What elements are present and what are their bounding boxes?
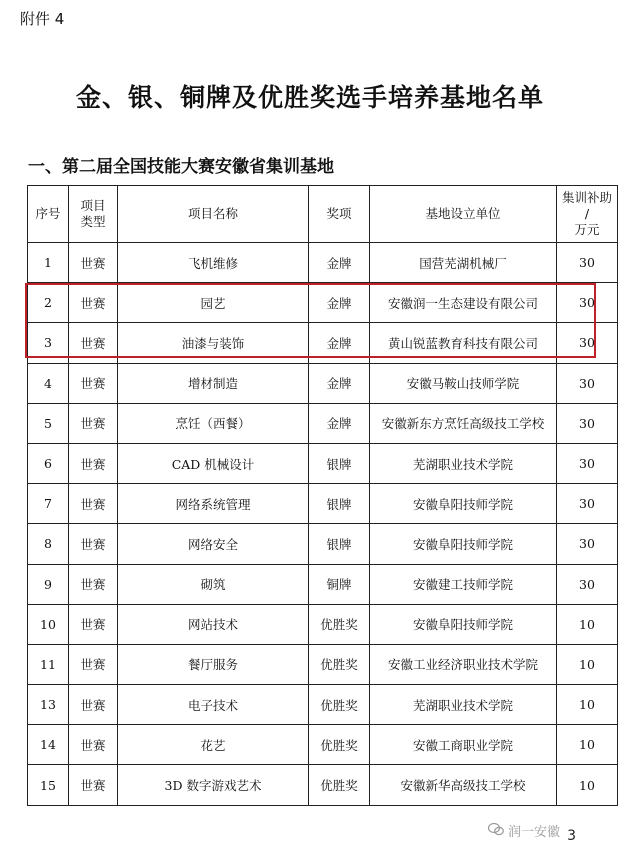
table-cell: 11 — [28, 644, 69, 684]
table-cell: 油漆与装饰 — [118, 323, 309, 363]
section-heading: 一、第二届全国技能大赛安徽省集训基地 — [28, 157, 334, 177]
table-cell: 10 — [28, 604, 69, 644]
table-cell: 优胜奖 — [309, 685, 370, 725]
table-cell: 10 — [557, 725, 618, 765]
wechat-icon — [488, 822, 504, 840]
base-list-table — [27, 185, 618, 806]
table-cell: 10 — [557, 685, 618, 725]
table-cell: 30 — [557, 524, 618, 564]
table-cell: 8 — [28, 524, 69, 564]
attachment-label: 附件 4 — [20, 10, 65, 28]
table-row — [28, 564, 618, 604]
table-cell: 网络安全 — [118, 524, 309, 564]
table-cell: 世赛 — [69, 363, 118, 403]
table-cell: 10 — [557, 644, 618, 684]
table-cell: 芜湖职业技术学院 — [370, 685, 557, 725]
table-cell: 世赛 — [69, 765, 118, 805]
table-cell: 30 — [557, 403, 618, 443]
table-cell: 优胜奖 — [309, 725, 370, 765]
table-cell: 铜牌 — [309, 564, 370, 604]
table-row — [28, 725, 618, 765]
table-row — [28, 403, 618, 443]
table-cell: 世赛 — [69, 283, 118, 323]
table-cell: 安徽阜阳技师学院 — [370, 524, 557, 564]
table-cell: 金牌 — [309, 323, 370, 363]
table-cell: 安徽阜阳技师学院 — [370, 604, 557, 644]
table-cell: 2 — [28, 283, 69, 323]
table-body — [28, 243, 618, 806]
table-cell: 世赛 — [69, 443, 118, 483]
table-cell: 增材制造 — [118, 363, 309, 403]
table-row — [28, 323, 618, 363]
table-cell: 飞机维修 — [118, 243, 309, 283]
table-cell: 世赛 — [69, 403, 118, 443]
table-cell: 14 — [28, 725, 69, 765]
header-cell: 集训补助 / 万元 — [557, 186, 618, 243]
table-cell: 银牌 — [309, 443, 370, 483]
table-cell: 世赛 — [69, 725, 118, 765]
table-cell: 芜湖职业技术学院 — [370, 443, 557, 483]
table-cell: CAD 机械设计 — [118, 443, 309, 483]
table-cell: 30 — [557, 243, 618, 283]
header-cell: 项目 类型 — [69, 186, 118, 243]
table-cell: 砌筑 — [118, 564, 309, 604]
table-cell: 安徽阜阳技师学院 — [370, 484, 557, 524]
table-cell: 3D 数字游戏艺术 — [118, 765, 309, 805]
table-cell: 30 — [557, 443, 618, 483]
table-cell: 9 — [28, 564, 69, 604]
header-cell: 项目名称 — [118, 186, 309, 243]
table-row — [28, 443, 618, 483]
table-cell: 世赛 — [69, 524, 118, 564]
watermark-text: 润一安徽 — [507, 825, 560, 840]
table-cell: 安徽润一生态建设有限公司 — [370, 283, 557, 323]
table-cell: 30 — [557, 363, 618, 403]
table-cell: 网站技术 — [118, 604, 309, 644]
watermark — [488, 821, 560, 840]
header-cell: 奖项 — [309, 186, 370, 243]
table-cell: 优胜奖 — [309, 644, 370, 684]
table-cell: 安徽马鞍山技师学院 — [370, 363, 557, 403]
table-cell: 10 — [557, 765, 618, 805]
table-cell: 银牌 — [309, 484, 370, 524]
table-cell: 6 — [28, 443, 69, 483]
table-cell: 30 — [557, 283, 618, 323]
table-cell: 安徽工业经济职业技术学院 — [370, 644, 557, 684]
table-cell: 10 — [557, 604, 618, 644]
document-title: 金、银、铜牌及优胜奖选手培养基地名单 — [75, 83, 544, 112]
header-cell: 序号 — [28, 186, 69, 243]
table-cell: 黄山锐蓝教育科技有限公司 — [370, 323, 557, 363]
table-row — [28, 484, 618, 524]
table-cell: 金牌 — [309, 283, 370, 323]
table-row — [28, 644, 618, 684]
table-cell: 园艺 — [118, 283, 309, 323]
table-cell: 安徽工商职业学院 — [370, 725, 557, 765]
table-cell: 银牌 — [309, 524, 370, 564]
table-row — [28, 243, 618, 283]
header-cell: 基地设立单位 — [370, 186, 557, 243]
table-cell: 国营芜湖机械厂 — [370, 243, 557, 283]
table-cell: 世赛 — [69, 604, 118, 644]
table-cell: 7 — [28, 484, 69, 524]
table-cell: 世赛 — [69, 323, 118, 363]
page-number: 3 — [567, 828, 576, 844]
table-cell: 世赛 — [69, 644, 118, 684]
table-cell: 花艺 — [118, 725, 309, 765]
table-cell: 安徽新东方烹饪高级技工学校 — [370, 403, 557, 443]
table-cell: 5 — [28, 403, 69, 443]
table-row — [28, 524, 618, 564]
table-cell: 世赛 — [69, 243, 118, 283]
table-cell: 网络系统管理 — [118, 484, 309, 524]
table-cell: 电子技术 — [118, 685, 309, 725]
table-cell: 15 — [28, 765, 69, 805]
table-cell: 烹饪（西餐） — [118, 403, 309, 443]
table-cell: 金牌 — [309, 363, 370, 403]
table-row — [28, 604, 618, 644]
table-cell: 餐厅服务 — [118, 644, 309, 684]
table-cell: 安徽新华高级技工学校 — [370, 765, 557, 805]
table-cell: 30 — [557, 484, 618, 524]
table-row — [28, 283, 618, 323]
table-cell: 安徽建工技师学院 — [370, 564, 557, 604]
table-cell: 金牌 — [309, 243, 370, 283]
table-cell: 优胜奖 — [309, 604, 370, 644]
table-cell: 1 — [28, 243, 69, 283]
table-cell: 3 — [28, 323, 69, 363]
table-cell: 金牌 — [309, 403, 370, 443]
table-cell: 30 — [557, 564, 618, 604]
table-cell: 世赛 — [69, 564, 118, 604]
table-header-row — [28, 186, 618, 243]
table-row — [28, 363, 618, 403]
table-row — [28, 765, 618, 805]
table-cell: 30 — [557, 323, 618, 363]
table-cell: 世赛 — [69, 484, 118, 524]
table-cell: 优胜奖 — [309, 765, 370, 805]
table-cell: 4 — [28, 363, 69, 403]
table-cell: 13 — [28, 685, 69, 725]
table-row — [28, 685, 618, 725]
table-cell: 世赛 — [69, 685, 118, 725]
